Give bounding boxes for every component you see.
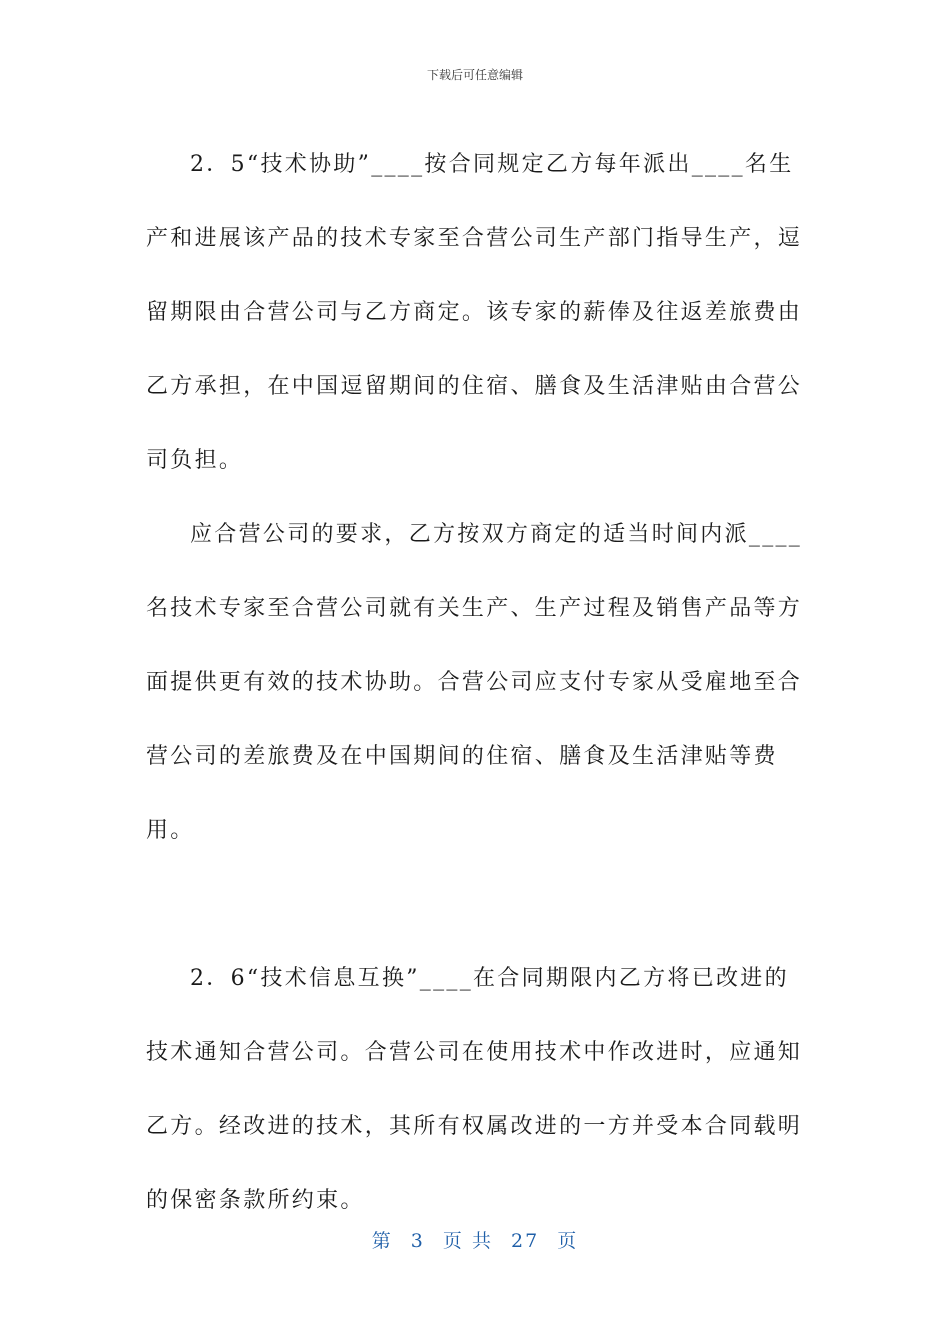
paragraph-2-5-continued: 应合营公司的要求，乙方按双方商定的适当时间内派____名技术专家至合营公司就有关生产、生产过程及销售产品等方面提供更有效的技术协助。合营公司应支付专家从受雇地至合营公司的差旅费及在中国期间的住宿、膳食及生活津贴等费用。 — [146, 522, 803, 843]
page-header: 下载后可任意编辑 — [426, 68, 523, 82]
total-page-count: 27 — [511, 1230, 540, 1252]
footer-prefix: 第 — [371, 1230, 393, 1252]
paragraph-spacer — [146, 868, 806, 942]
footer-suffix: 页 — [557, 1230, 579, 1252]
document-body — [146, 128, 806, 1238]
paragraph-2-5: 2．5“技术协助”____按合同规定乙方每年派出____名生产和进展该产品的技术专家至合营公司生产部门指导生产，逗留期限由合营公司与乙方商定。该专家的薪俸及往返差旅费由乙方承担，在中国逗留期间的住宿、膳食及生活津贴由合营公司负担。 — [146, 152, 803, 473]
footer-middle: 页 共 — [442, 1230, 493, 1252]
page-footer — [0, 1226, 950, 1253]
current-page-number: 3 — [410, 1230, 425, 1252]
paragraph-2-6: 2．6“技术信息互换”____在合同期限内乙方将已改进的技术通知合营公司。合营公司在使用技术中作改进时，应通知乙方。经改进的技术，其所有权属改进的一方并受本合同载明的保密条款所约束。 — [146, 966, 803, 1213]
